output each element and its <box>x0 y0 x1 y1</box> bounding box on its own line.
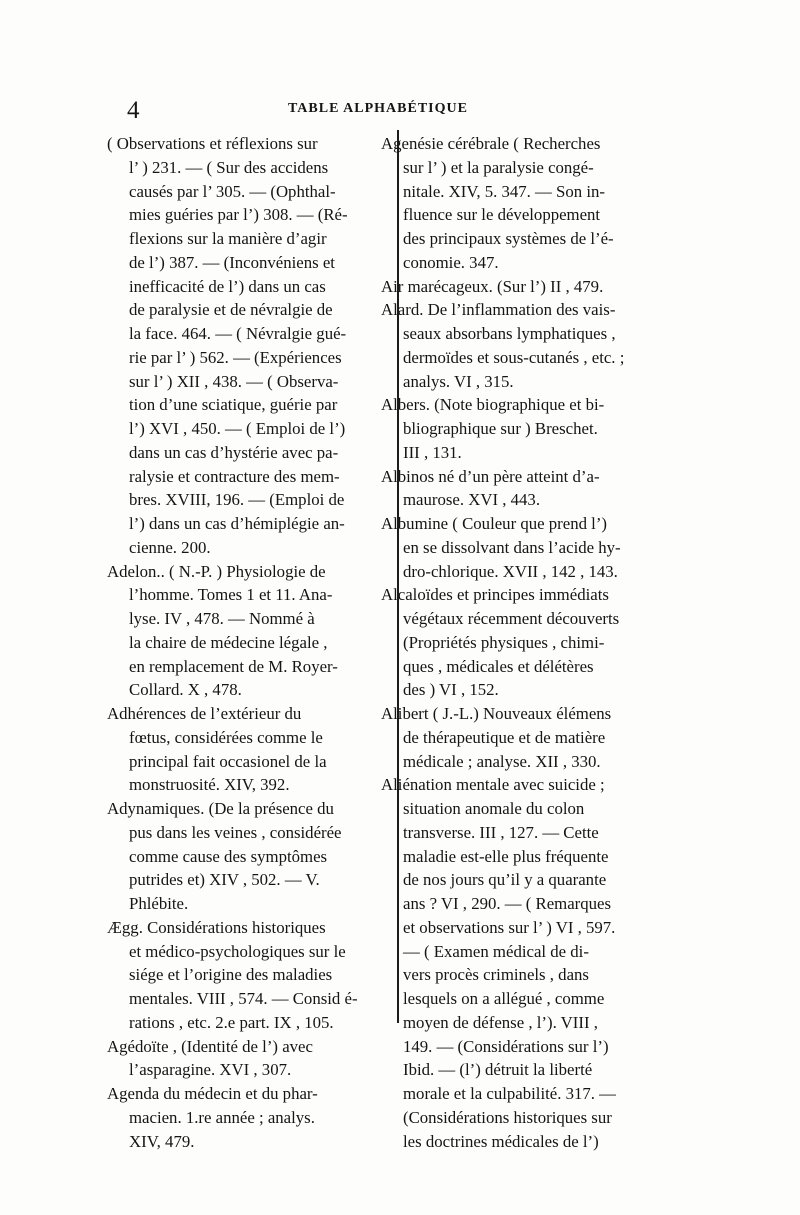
entry-continuation-line: des principaux systèmes de l’é- <box>403 229 614 248</box>
entry-continuation-line: rie par l’ ) 562. — (Expériences <box>129 347 342 367</box>
entry-continuation-line: de thérapeutique et de matière <box>403 727 606 747</box>
entry-heading-line: Alibert ( J.-L.) Nouveaux élémens <box>381 704 612 723</box>
entry-continuation-line: médicale ; analyse. XII , 330. <box>403 751 601 771</box>
entry-continuation-line: la chaire de médecine légale , <box>129 632 328 652</box>
entry-continuation-line: nitale. XIV, 5. 347. — Son in- <box>403 181 605 201</box>
index-entry <box>107 916 393 1035</box>
entry-continuation-line: lyse. IV , 478. — Nommé à <box>129 609 315 628</box>
entry-continuation-line: ques , médicales et délétères <box>403 656 594 676</box>
entry-continuation-line: l’asparagine. XVI , 307. <box>129 1060 292 1080</box>
index-entry <box>107 702 393 797</box>
entry-continuation-line: Collard. X , 478. <box>129 680 242 700</box>
entry-continuation-line: rations , etc. 2.e part. IX , 105. <box>129 1012 334 1032</box>
index-entry <box>107 560 393 703</box>
entry-continuation-line: Phlébite. <box>129 894 189 913</box>
entry-continuation-line: dro-chlorique. XVII , 142 , 143. <box>403 561 618 581</box>
entry-continuation-line: XIV, 479. <box>129 1131 195 1151</box>
index-entry <box>381 275 682 299</box>
index-entry <box>107 1082 393 1153</box>
index-entry <box>381 132 682 275</box>
entry-continuation-line: macien. 1.re année ; analys. <box>129 1107 315 1127</box>
entry-continuation-line: principal fait occasionel de la <box>129 751 327 771</box>
entry-heading-line: Agenda du médecin et du phar- <box>107 1084 318 1103</box>
entry-continuation-line: l’homme. Tomes 1 et 11. Ana- <box>129 585 333 605</box>
entry-continuation-line: l’ ) 231. — ( Sur des accidens <box>129 157 329 177</box>
index-entry <box>381 393 682 464</box>
entry-heading-line: Agenésie cérébrale ( Recherches <box>381 134 601 153</box>
running-title: TABLE ALPHABÉTIQUE <box>288 101 468 116</box>
entry-continuation-line: de l’) 387. — (Inconvéniens et <box>129 252 335 272</box>
entry-continuation-line: de nos jours qu’il y a quarante <box>403 870 607 890</box>
entry-continuation-line: ans ? VI , 290. — ( Remarques <box>403 894 612 913</box>
entry-continuation-line: analys. VI , 315. <box>403 371 514 391</box>
entry-continuation-line: sur l’ ) et la paralysie congé- <box>403 157 594 177</box>
index-entry <box>381 298 682 393</box>
entry-continuation-line: et médico-psychologiques sur le <box>129 941 346 961</box>
index-entry <box>107 797 393 916</box>
entry-continuation-line: en se dissolvant dans l’acide hy- <box>403 537 621 557</box>
entry-continuation-line: et observations sur l’ ) VI , 597. <box>403 917 616 937</box>
entry-continuation-line: tion d’une sciatique, guérie par <box>129 395 338 415</box>
entry-continuation-line: putrides et) XIV , 502. — V. <box>129 870 320 890</box>
entry-continuation-line: siége et l’origine des maladies <box>129 965 333 985</box>
entry-heading-line: Albumine ( Couleur que prend l’) <box>381 514 608 533</box>
entry-heading-line: Alard. De l’inflammation des vais- <box>381 300 616 320</box>
entry-continuation-line: l’) XVI , 450. — ( Emploi de l’) <box>129 419 346 438</box>
entry-continuation-line: maurose. XVI , 443. <box>403 490 541 510</box>
index-column-left <box>107 132 393 1153</box>
entry-continuation-line: végétaux récemment découverts <box>403 609 620 628</box>
entry-continuation-line: en remplacement de M. Royer- <box>129 656 338 676</box>
entry-continuation-line: ralysie et contracture des mem- <box>129 466 340 486</box>
entry-continuation-line: transverse. III , 127. — Cette <box>403 822 599 842</box>
entry-continuation-line: Ibid. — (l’) détruit la liberté <box>403 1060 593 1080</box>
entry-continuation-line: cienne. 200. <box>129 537 211 557</box>
entry-heading-line: ( Observations et réflexions sur <box>107 134 318 153</box>
entry-continuation-line: causés par l’ 305. — (Ophthal- <box>129 181 336 201</box>
entry-continuation-line: fluence sur le développement <box>403 205 601 225</box>
entry-continuation-line: maladie est-elle plus fréquente <box>403 846 609 866</box>
entry-continuation-line: bliographique sur ) Breschet. <box>403 419 598 438</box>
index-entry <box>107 1035 393 1083</box>
entry-continuation-line: la face. 464. — ( Névralgie gué- <box>129 324 347 343</box>
entry-continuation-line: seaux absorbans lymphatiques , <box>403 324 616 343</box>
index-entry <box>381 512 682 583</box>
entry-continuation-line: monstruosité. XIV, 392. <box>129 775 290 795</box>
entry-heading-line: Aliénation mentale avec suicide ; <box>381 775 605 795</box>
index-entry <box>107 132 393 560</box>
entry-continuation-line: (Considérations historiques sur <box>403 1107 612 1127</box>
entry-continuation-line: mies guéries par l’) 308. — (Ré- <box>129 205 348 225</box>
column-divider <box>397 130 399 1023</box>
entry-heading-line: Adynamiques. (De la présence du <box>107 799 334 818</box>
entry-heading-line: Agédoïte , (Identité de l’) avec <box>107 1036 313 1056</box>
entry-continuation-line: 149. — (Considérations sur l’) <box>403 1036 609 1056</box>
entry-continuation-line: fœtus, considérées comme le <box>129 727 323 747</box>
entry-continuation-line: de paralysie et de névralgie de <box>129 300 333 320</box>
entry-continuation-line: les doctrines médicales de l’) <box>403 1131 599 1151</box>
page-number: 4 <box>127 97 140 124</box>
entry-continuation-line: mentales. VIII , 574. — Consid é- <box>129 989 358 1008</box>
entry-continuation-line: inefficacité de l’) dans un cas <box>129 276 326 296</box>
entry-continuation-line: des ) VI , 152. <box>403 680 499 700</box>
index-entry <box>381 583 682 702</box>
entry-heading-line: Adhérences de l’extérieur du <box>107 704 302 723</box>
entry-continuation-line: l’) dans un cas d’hémiplégie an- <box>129 514 345 533</box>
entry-continuation-line: (Propriétés physiques , chimi- <box>403 632 605 652</box>
entry-continuation-line: sur l’ ) XII , 438. — ( Observa- <box>129 371 339 391</box>
entry-continuation-line: flexions sur la manière d’agir <box>129 229 327 248</box>
entry-heading-line: Albinos né d’un père atteint d’a- <box>381 466 600 486</box>
entry-continuation-line: conomie. 347. <box>403 252 499 272</box>
entry-heading-line: Albers. (Note biographique et bi- <box>381 395 605 415</box>
index-entry <box>381 702 682 773</box>
entry-heading-line: Alcaloïdes et principes immédiats <box>381 585 609 605</box>
entry-continuation-line: vers procès criminels , dans <box>403 965 589 985</box>
entry-heading-line: Adelon.. ( N.-P. ) Physiologie de <box>107 561 326 581</box>
index-column-right <box>381 132 682 1153</box>
index-entry <box>381 465 682 513</box>
entry-heading-line: Ægg. Considérations historiques <box>107 917 326 937</box>
entry-continuation-line: III , 131. <box>403 442 462 462</box>
index-entry <box>381 773 682 1153</box>
entry-continuation-line: pus dans les veines , considérée <box>129 822 342 842</box>
entry-continuation-line: dermoïdes et sous-cutanés , etc. ; <box>403 347 625 367</box>
entry-continuation-line: comme cause des symptômes <box>129 846 328 866</box>
entry-heading-line: Air marécageux. (Sur l’) II , 479. <box>381 276 604 296</box>
entry-continuation-line: dans un cas d’hystérie avec pa- <box>129 442 339 462</box>
entry-continuation-line: lesquels on a allégué , comme <box>403 989 605 1008</box>
entry-continuation-line: moyen de défense , l’). VIII , <box>403 1012 598 1032</box>
entry-continuation-line: bres. XVIII, 196. — (Emploi de <box>129 490 345 510</box>
entry-continuation-line: situation anomale du colon <box>403 799 585 818</box>
entry-continuation-line: morale et la culpabilité. 317. — <box>403 1084 616 1103</box>
entry-continuation-line: — ( Examen médical de di- <box>403 941 589 961</box>
